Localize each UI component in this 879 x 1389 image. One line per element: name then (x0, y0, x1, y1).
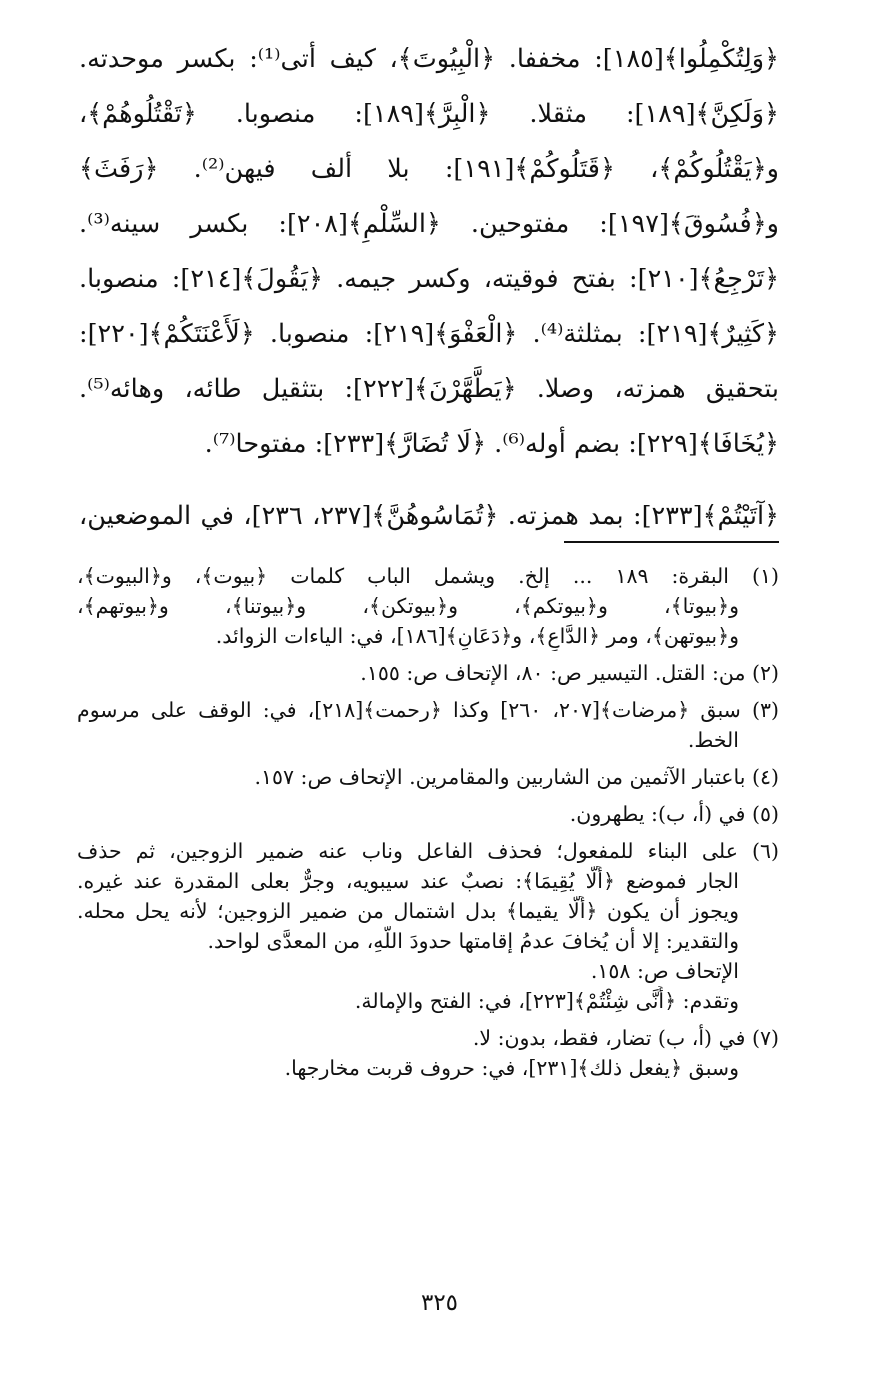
footnote-6 (77, 836, 779, 1016)
main-text-line: بتحقيق همزته، وصلا. ﴿يَطَّهَّرْنَ﴾[٢٢٢]: بتثقيل طائه، وهائه⁽⁵⁾. (79, 374, 779, 404)
main-text-line: ﴿وَلَكِنَّ﴾[١٨٩]: مثقلا. ﴿الْبِرَّ﴾[١٨٩]: منصوبا. ﴿تَقْتُلُوهُمْ﴾، (79, 99, 779, 129)
main-text-line: ﴿وَلِتُكْمِلُوا﴾[١٨٥]: مخففا. ﴿الْبِيُوتَ﴾، كيف أتى⁽¹⁾: بكسر موحدته. (79, 44, 779, 74)
footnote-line: و﴿بيوتا﴾، و﴿بيوتكم﴾، و﴿بيوتكن﴾، و﴿بيوتنا﴾، و﴿بيوتهم﴾، (77, 594, 739, 618)
main-text-line: و﴿يَقْتُلُوكُمْ﴾، ﴿قَتَلُوكُمْ﴾[١٩١]: بلا ألف فيهن⁽²⁾. ﴿رَفَثَ﴾ (79, 154, 779, 184)
footnote-line: و﴿بيوتهن﴾، ومر ﴿الدَّاعِ﴾، و﴿دَعَانِ﴾[١٨٦]، في: الياءات الزوائد. (215, 624, 739, 648)
footnote-line: وسبق ﴿يفعل ذلك﴾[٢٣١]، في: حروف قربت مخارجها. (284, 1056, 739, 1080)
footnote-line: (٧) في (أ، ب) تضار، فقط، بدون: لا. (472, 1026, 779, 1050)
footnote-5 (77, 799, 779, 829)
footnote-line: (٦) على البناء للمفعول؛ فحذف الفاعل وناب عنه ضمير الزوجين، ثم حذف (77, 839, 779, 863)
main-text (79, 32, 779, 544)
main-text-line: ﴿يُخَافَا﴾[٢٢٩]: بضم أوله⁽⁶⁾. ﴿لَا تُضَارَّ﴾[٢٣٣]: مفتوحا⁽⁷⁾. (204, 429, 779, 459)
footnote-line: ويجوز أن يكون ﴿أَلَّا يقيما﴾ بدل اشتمال من ضمير الزوجين؛ لأنه يحل محله. (77, 899, 739, 923)
footnote-line: (٥) في (أ، ب): يطهرون. (569, 802, 779, 826)
footnote-line: الخط. (687, 728, 739, 752)
footnote-line: (٢) من: القتل. التيسير ص: ٨٠، الإتحاف ص: ١٥٥. (360, 661, 779, 685)
page-number: ٣٢٥ (420, 1290, 459, 1316)
footnote-line: وتقدم: ﴿أَنَّى شِئْتُمْ﴾[٢٢٣]، في: الفتح والإمالة. (354, 989, 739, 1013)
footnotes (77, 561, 779, 1090)
footnote-1 (77, 561, 779, 651)
footnote-line: الجار فموضع ﴿أَلَّا يُقِيمَا﴾: نصبٌ عند سيبويه، وجرٌّ بعلى المقدرة عند غيره. (77, 869, 739, 893)
footnote-line: والتقدير: إلا أن يُخافَ عدمُ إقامتها حدودَ اللَّهِ، من المعدَّى لواحد. (207, 929, 739, 953)
main-text-line: ﴿آتَيْتُمْ﴾[٢٣٣]: بمد همزته. ﴿تُمَاسُوهُنَّ﴾[٢٣٧، ٢٣٦]، في الموضعين، (79, 501, 779, 531)
footnote-4 (77, 762, 779, 792)
main-text-line: ﴿كَثِيرٌ﴾[٢١٩]: بمثلثة⁽⁴⁾. ﴿الْعَفْوَ﴾[٢١٩]: منصوبا. ﴿لَأَعْنَتَكُمْ﴾[٢٢٠]: (79, 319, 779, 349)
footnote-line: (٣) سبق ﴿مرضات﴾[٢٠٧، ٢٦٠] وكذا ﴿رحمت﴾[٢١٨]، في: الوقف على مرسوم (77, 698, 779, 722)
footnote-3 (77, 695, 779, 755)
main-text-line: ﴿تَرْجِعُ﴾[٢١٠]: بفتح فوقيته، وكسر جيمه. ﴿يَقُولَ﴾[٢١٤]: منصوبا. (79, 264, 779, 294)
footnote-line: الإتحاف ص: ١٥٨. (590, 959, 739, 983)
footnote-separator (564, 541, 779, 543)
footnote-line: (٤) باعتبار الآثمين من الشاربين والمقامرين. الإتحاف ص: ١٥٧. (254, 765, 779, 789)
footnote-2 (77, 658, 779, 688)
main-text-line: و﴿فُسُوقَ﴾[١٩٧]: مفتوحين. ﴿السِّلْمِ﴾[٢٠٨]: بكسر سينه⁽³⁾. (79, 209, 779, 239)
footnote-line: (١) البقرة: ١٨٩ ... إلخ. ويشمل الباب كلمات ﴿بيوت﴾، و﴿البيوت﴾، (77, 564, 779, 588)
footnote-7 (77, 1023, 779, 1083)
